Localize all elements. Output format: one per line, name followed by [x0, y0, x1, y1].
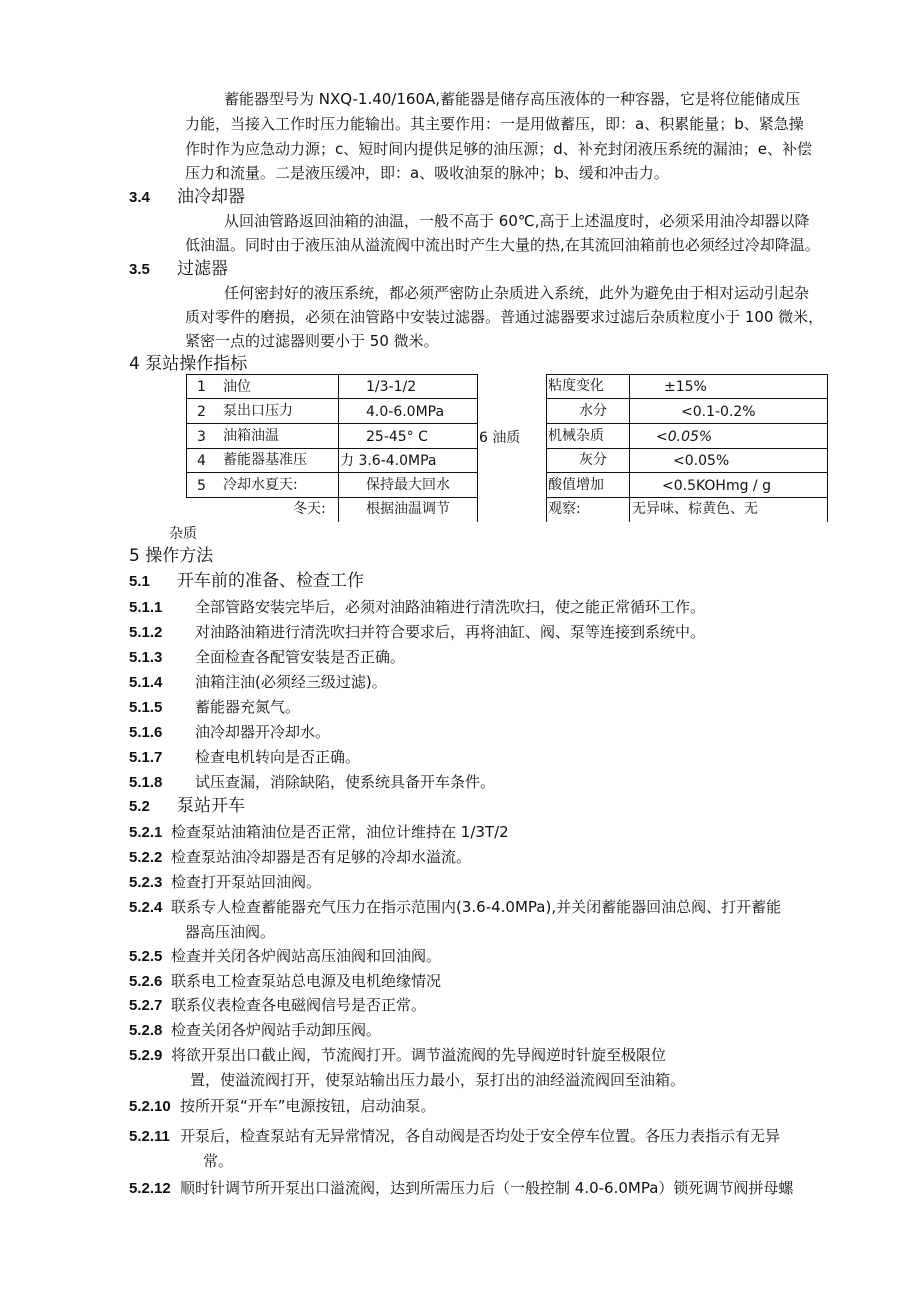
item-5-1-4-number: 5.1.4: [129, 674, 163, 691]
item-5-2-4-number: 5.2.4: [129, 899, 163, 916]
row-3-name: 油箱油温: [223, 428, 279, 444]
item-5-2-9-text: 将欲开泵出口截止阀，节流阀打开。调节溢流阀的先导阀逆时针旋至极限位: [171, 1046, 667, 1064]
item-5-2-11-number: 5.2.11: [129, 1128, 170, 1145]
item-5-1-3-number: 5.1.3: [129, 649, 163, 666]
item-5-1-2-text: 对油路油箱进行清洗吹扫并符合要求后，再将油缸、阀、泵等连接到系统中。: [195, 623, 706, 641]
item-5-2-5-number: 5.2.5: [129, 948, 163, 965]
section-4-title: 4 泵站操作指标: [129, 354, 248, 374]
oil-quality-group-label: 6 油质: [479, 430, 521, 446]
row-3-param: 机械杂质: [548, 428, 604, 444]
row-1-param-value: ±15%: [664, 379, 707, 395]
item-5-2-7-text: 联系仪表检查各电磁阀信号是否正常。: [171, 996, 427, 1014]
item-5-1-8-text: 试压查漏，消除缺陷，使系统具备开车条件。: [195, 773, 496, 791]
item-5-2-5-text: 检查并关闭各炉阀站高压油阀和回油阀。: [171, 947, 442, 965]
row-4-param-value: <0.05%: [673, 453, 730, 469]
row-5-param: 酸值增加: [548, 477, 604, 493]
section-5-1-title: 开车前的准备、检查工作: [177, 571, 364, 591]
item-5-2-6-text: 联系电工检查泵站总电源及电机绝缘情况: [171, 972, 442, 990]
row-4-value: 力 3.6-4.0MPa: [340, 453, 437, 469]
item-5-2-12-text: 顺时针调节所开泵出口溢流阀，达到所需压力后（一般控制 4.0-6.0MPa）锁死调节阀拼母螺: [180, 1179, 794, 1197]
row-5-param-value: <0.5KOHmg / g: [662, 478, 771, 494]
item-5-2-3-text: 检查打开泵站回油阀。: [171, 873, 322, 891]
item-5-2-10-text: 按所开泵“开车”电源按钮，启动油泵。: [180, 1097, 436, 1115]
row-6-param-value: 无异味、棕黄色、无: [632, 501, 758, 517]
row-6-name: 冬天:: [293, 501, 326, 517]
row-1-param: 粘度变化: [548, 378, 604, 394]
item-5-1-7-text: 检查电机转向是否正确。: [195, 748, 361, 766]
item-5-2-11-text: 开泵后，检查泵站有无异常情况，各自动阀是否均处于安全停车位置。各压力表指示有无异: [180, 1127, 781, 1145]
intro-line-3: 作时作为应急动力源；c、短时间内提供足够的油压源；d、补充封闭液压系统的漏油；e、补偿: [185, 140, 813, 158]
row-1-no: 1: [197, 379, 206, 395]
row-4-name: 蓄能器基准压: [223, 452, 307, 468]
row-2-no: 2: [197, 404, 206, 420]
item-5-1-6-number: 5.1.6: [129, 724, 163, 741]
row-4-no: 4: [197, 453, 206, 469]
item-5-1-7-number: 5.1.7: [129, 749, 163, 766]
section-5-2-title: 泵站开车: [177, 796, 245, 816]
row-2-param: 水分: [579, 403, 607, 419]
item-5-1-8-number: 5.1.8: [129, 774, 163, 791]
row-2-value: 4.0-6.0MPa: [366, 404, 445, 420]
item-5-1-5-number: 5.1.5: [129, 699, 163, 716]
row-5-no: 5: [197, 478, 206, 494]
row-3-no: 3: [197, 429, 206, 445]
row-3-param-value: <0.05%: [656, 429, 713, 445]
item-5-2-2-text: 检查泵站油冷却器是否有足够的冷却水溢流。: [171, 848, 472, 866]
section-5-title: 5 操作方法: [129, 546, 214, 566]
item-5-2-8-text: 检查关闭各炉阀站手动卸压阀。: [171, 1021, 382, 1039]
item-5-2-10-number: 5.2.10: [129, 1098, 171, 1115]
item-5-2-8-number: 5.2.8: [129, 1022, 163, 1039]
row-2-name: 泵出口压力: [223, 403, 293, 419]
section-5-2-number: 5.2: [129, 798, 150, 815]
section-3-4-title: 油冷却器: [177, 187, 245, 207]
row-2-param-value: <0.1-0.2%: [681, 404, 756, 420]
row-6-param: 观察:: [548, 501, 581, 517]
item-5-2-2-number: 5.2.2: [129, 849, 163, 866]
item-5-2-7-number: 5.2.7: [129, 997, 163, 1014]
section-3-4-line-2: 低油温。同时由于液压油从溢流阀中流出时产生大量的热,在其流回油箱前也必须经过冷却降温。: [185, 236, 820, 254]
item-5-2-6-number: 5.2.6: [129, 973, 163, 990]
item-5-2-1-number: 5.2.1: [129, 824, 163, 841]
section-5-1-number: 5.1: [129, 573, 150, 590]
row-3-value: 25-45° C: [366, 429, 428, 445]
section-3-5-title: 过滤器: [177, 259, 228, 279]
item-5-2-1-text: 检查泵站油箱油位是否正常，油位计维持在 1/3T/2: [171, 823, 509, 841]
section-3-4-line-1: 从回油管路返回油箱的油温，一般不高于 60℃,高于上述温度时，必须采用油冷却器以降: [224, 212, 810, 230]
item-5-1-3-text: 全面检查各配管安装是否正确。: [195, 648, 406, 666]
row-4-param: 灰分: [579, 452, 607, 468]
section-3-5-line-1: 任何密封好的液压系统，都必须严密防止杂质进入系统，此外为避免由于相对运动引起杂: [224, 284, 810, 302]
section-3-4-number: 3.4: [129, 189, 150, 206]
table-overflow-text: 杂质: [169, 526, 197, 542]
item-5-1-4-text: 油箱注油(必须经三级过滤)。: [195, 673, 387, 691]
intro-line-4: 压力和流量。二是液压缓冲，即：a、吸收油泵的脉冲；b、缓和冲击力。: [185, 164, 669, 182]
item-5-1-1-number: 5.1.1: [129, 599, 163, 616]
row-1-name: 油位: [223, 379, 251, 395]
item-5-2-11-continuation: 常。: [203, 1152, 234, 1170]
item-5-1-6-text: 油冷却器开冷却水。: [195, 723, 331, 741]
item-5-2-12-number: 5.2.12: [129, 1180, 171, 1197]
item-5-2-3-number: 5.2.3: [129, 874, 163, 891]
item-5-1-1-text: 全部管路安装完毕后，必须对油路油箱进行清洗吹扫，使之能正常循环工作。: [195, 598, 706, 616]
pump-station-spec-table: [186, 374, 828, 522]
item-5-2-9-number: 5.2.9: [129, 1047, 163, 1064]
row-5-name: 冷却水夏天:: [223, 477, 298, 493]
row-5-value: 保持最大回水: [366, 477, 450, 493]
item-5-1-2-number: 5.1.2: [129, 624, 163, 641]
item-5-2-4-text: 联系专人检查蓄能器充气压力在指示范围内(3.6-4.0MPa),并关闭蓄能器回油总阀、打开蓄能: [171, 898, 782, 916]
item-5-2-4-continuation: 器高压油阀。: [185, 923, 276, 941]
row-6-value: 根据油温调节: [366, 501, 450, 517]
section-3-5-line-2: 质对零件的磨损，必须在油管路中安装过滤器。普通过滤器要求过滤后杂质粒度小于 100 微米，: [185, 308, 824, 326]
intro-line-2: 力能，当接入工作时压力能输出。其主要作用：一是用做蓄压，即：a、积累能量；b、紧急操: [185, 115, 804, 133]
section-3-5-line-3: 紧密一点的过滤器则要小于 50 微米。: [185, 332, 439, 350]
item-5-2-9-continuation: 置，使溢流阀打开，使泵站输出压力最小，泵打出的油经溢流阀回至油箱。: [190, 1071, 686, 1089]
item-5-1-5-text: 蓄能器充氮气。: [195, 698, 301, 716]
intro-line-1: 蓄能器型号为 NXQ-1.40/160A,蓄能器是储存高压液体的一种容器，它是将位能储成压: [224, 90, 801, 108]
section-3-5-number: 3.5: [129, 261, 150, 278]
row-1-value: 1/3-1/2: [366, 379, 417, 395]
